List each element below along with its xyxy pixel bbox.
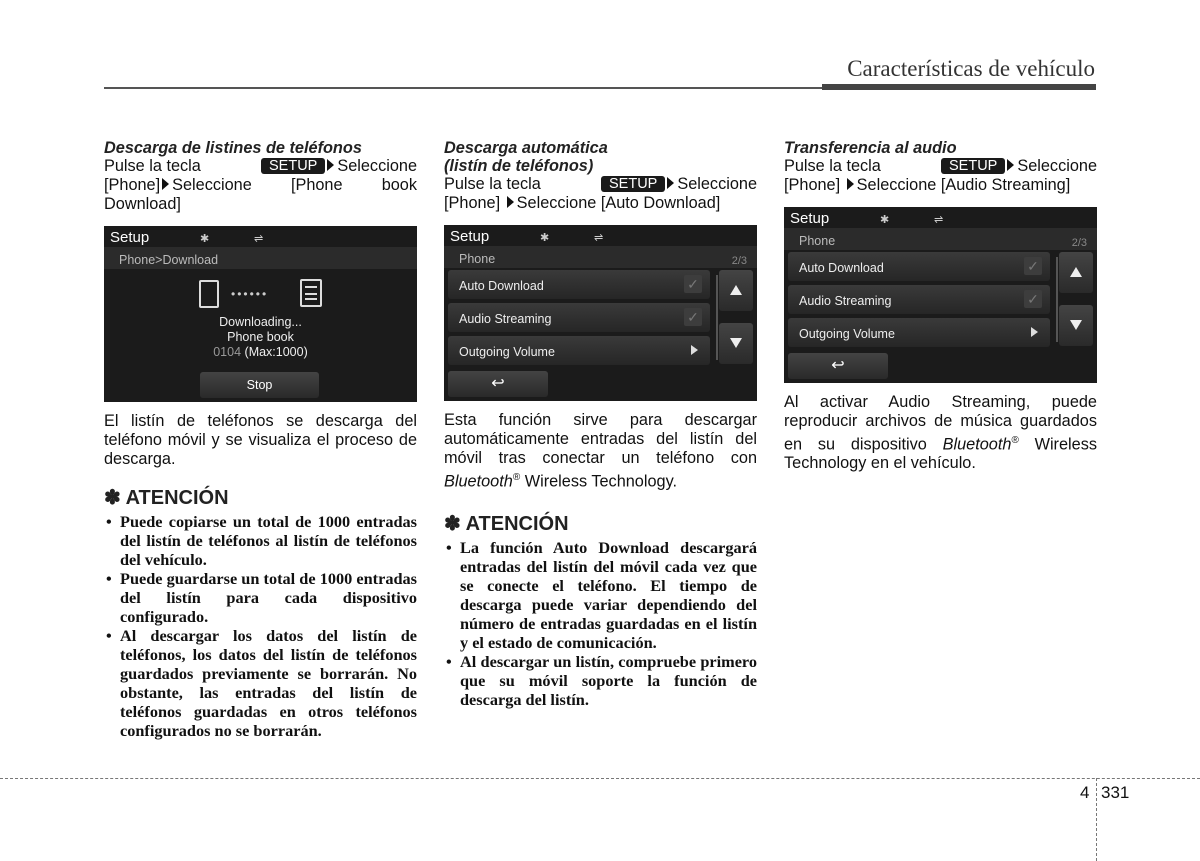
scroll-up-button[interactable] bbox=[1059, 252, 1093, 293]
section-heading: Descarga de listines de teléfonos bbox=[104, 139, 362, 157]
arrow-icon bbox=[847, 178, 854, 190]
instruction-line-2: [Phone] Seleccione [Auto Download] bbox=[444, 194, 721, 212]
list-item: • Al descargar los datos del listín de teléfonos, los datos del listín de teléfonos guardados previamente se borrarán. No obstante, las entradas del listín de teléfonos guardadas en otros teléfonos configurados no se borrarán. bbox=[104, 626, 417, 740]
footer-vertical-divider bbox=[1096, 778, 1097, 861]
page-header-title: Características de vehículo bbox=[847, 56, 1095, 81]
chapter-number: 4 bbox=[1080, 783, 1090, 802]
menu-row-audio-streaming[interactable]: Audio Streaming ✓ bbox=[788, 285, 1050, 314]
scroll-up-button[interactable] bbox=[719, 270, 753, 311]
arrow-down-icon bbox=[730, 338, 742, 348]
page-number: 331 bbox=[1101, 783, 1130, 802]
stop-button[interactable]: Stop bbox=[200, 372, 319, 398]
chevron-right-icon bbox=[1031, 327, 1038, 337]
usb-icon: ⇌ bbox=[254, 233, 264, 245]
instruction-line-1: Pulse la tecla SETUP Seleccione bbox=[444, 175, 757, 193]
back-arrow-icon: ↩ bbox=[831, 357, 845, 374]
setup-key-badge: SETUP bbox=[261, 158, 325, 174]
arrow-icon bbox=[507, 196, 514, 208]
bluetooth-icon: ✱ bbox=[880, 214, 890, 226]
setup-key-badge: SETUP bbox=[941, 158, 1005, 174]
screen-title: Setup bbox=[790, 210, 830, 227]
section-description: Esta función sirve para descargar automáticamente entradas del listín del móvil tras conectar un teléfono con Bluetooth® Wireless Technology. bbox=[444, 411, 757, 491]
bluetooth-icon: ✱ bbox=[540, 232, 550, 244]
scrollbar[interactable] bbox=[1056, 257, 1058, 342]
usb-icon: ⇌ bbox=[934, 214, 944, 226]
instruction-line-2: [Phone] Seleccione [Audio Streaming] bbox=[784, 176, 1071, 194]
column-audio-transfer bbox=[784, 139, 1097, 473]
list-item: • La función Auto Download descargará entradas del listín del móvil cada vez que se conecte el teléfono. El tiempo de descarga puede variar dependiendo del número de entradas guardadas en el listín y el estado de comunicación. bbox=[444, 538, 757, 652]
section-heading-line-2: (listín de teléfonos) bbox=[444, 157, 594, 175]
phonebook-icon bbox=[300, 279, 322, 307]
menu-row-auto-download[interactable]: Auto Download ✓ bbox=[788, 252, 1050, 281]
progress-dots: •••••• bbox=[231, 287, 269, 301]
attention-list bbox=[444, 538, 757, 709]
setup-phone-screen bbox=[784, 207, 1097, 383]
download-screen bbox=[104, 226, 417, 402]
arrow-up-icon bbox=[1070, 267, 1082, 277]
bluetooth-icon: ✱ bbox=[200, 233, 210, 245]
section-heading: Descarga automática bbox=[444, 139, 608, 157]
arrow-down-icon bbox=[1070, 320, 1082, 330]
arrow-icon bbox=[667, 177, 674, 189]
scrollbar[interactable] bbox=[716, 275, 718, 360]
section-heading: Transferencia al audio bbox=[784, 139, 957, 157]
menu-row-auto-download[interactable]: Auto Download ✓ bbox=[448, 270, 710, 299]
attention-heading: ✽ ATENCIÓN bbox=[444, 513, 569, 536]
arrow-up-icon bbox=[730, 285, 742, 295]
section-description: Al activar Audio Streaming, puede reproducir archivos de música guardados en su dispositivo Bluetooth® Wireless Technology en el vehículo. bbox=[784, 393, 1097, 473]
back-button[interactable] bbox=[788, 353, 888, 379]
arrow-icon bbox=[162, 178, 169, 190]
page-indicator: 2/3 bbox=[1071, 237, 1087, 249]
checkbox-icon[interactable]: ✓ bbox=[684, 275, 702, 293]
instruction-line-2: [Phone] Seleccione [Phone book Download] bbox=[104, 176, 417, 213]
chevron-right-icon bbox=[691, 345, 698, 355]
back-arrow-icon: ↩ bbox=[491, 375, 505, 392]
checkbox-icon[interactable]: ✓ bbox=[1024, 290, 1042, 308]
back-button[interactable] bbox=[448, 371, 548, 397]
screen-subtitle: Phone bbox=[799, 234, 836, 248]
phone-icon bbox=[199, 280, 219, 308]
footer-divider bbox=[0, 778, 1200, 779]
instruction-line-1: Pulse la tecla SETUP Seleccione bbox=[784, 157, 1097, 175]
setup-phone-screen bbox=[444, 225, 757, 401]
checkbox-icon[interactable]: ✓ bbox=[684, 308, 702, 326]
scroll-down-button[interactable] bbox=[719, 323, 753, 364]
download-count: 0104 bbox=[213, 345, 242, 359]
attention-list bbox=[104, 512, 417, 740]
page-indicator: 2/3 bbox=[731, 255, 747, 267]
section-description: El listín de teléfonos se descarga del teléfono móvil y se visualiza el proceso de descarga. bbox=[104, 412, 417, 468]
screen-title: Setup bbox=[110, 229, 150, 246]
attention-heading: ✽ ATENCIÓN bbox=[104, 487, 229, 509]
list-item: • Al descargar un listín, compruebe primero que su móvil soporte la función de descarga del listín. bbox=[444, 652, 757, 709]
column-phonebook-download bbox=[104, 139, 417, 740]
screen-subtitle: Phone bbox=[459, 252, 496, 266]
arrow-icon bbox=[1007, 159, 1014, 171]
usb-icon: ⇌ bbox=[594, 232, 604, 244]
scroll-down-button[interactable] bbox=[1059, 305, 1093, 346]
setup-key-badge: SETUP bbox=[601, 176, 665, 192]
menu-row-outgoing-volume[interactable]: Outgoing Volume bbox=[788, 318, 1050, 347]
column-auto-download bbox=[444, 139, 757, 709]
menu-row-outgoing-volume[interactable]: Outgoing Volume bbox=[448, 336, 710, 365]
checkbox-icon[interactable]: ✓ bbox=[1024, 257, 1042, 275]
screen-title: Setup bbox=[450, 228, 490, 245]
download-status: Downloading... Phone book 0104 (Max:1000) bbox=[213, 315, 308, 359]
screen-breadcrumb: Phone>Download bbox=[119, 253, 219, 267]
instruction-line-1: Pulse la tecla SETUP Seleccione bbox=[104, 157, 417, 175]
header-rule-accent bbox=[822, 84, 1096, 90]
menu-row-audio-streaming[interactable]: Audio Streaming ✓ bbox=[448, 303, 710, 332]
arrow-icon bbox=[327, 159, 334, 171]
list-item: • Puede copiarse un total de 1000 entradas del listín de teléfonos al listín de teléfonos del vehículo. bbox=[104, 512, 417, 569]
list-item: • Puede guardarse un total de 1000 entradas del listín para cada dispositivo configurado. bbox=[104, 569, 417, 626]
